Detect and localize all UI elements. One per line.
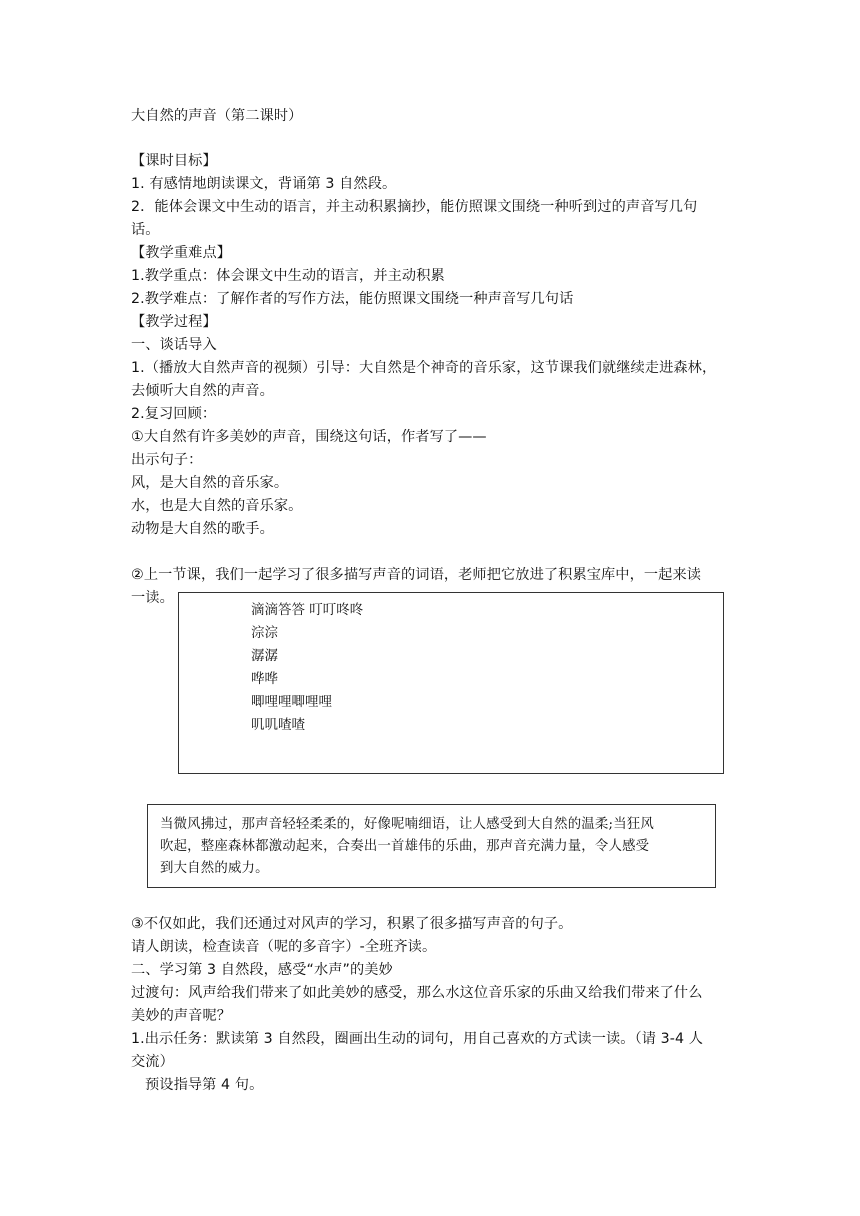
key-point-2: 2.教学难点：了解作者的写作方法，能仿照课文围绕一种声音写几句话 — [131, 291, 574, 307]
wind-sentence-box — [147, 804, 716, 888]
review-1: ①大自然有许多美妙的声音，围绕这句话，作者写了—— — [131, 429, 487, 445]
review-2-line-1: ②上一节课，我们一起学习了很多描写声音的词语，老师把它放进了积累宝库中，一起来读 — [131, 567, 702, 583]
word-row-1: 滴滴答答 叮叮咚咚 — [251, 602, 364, 618]
sentence-animals: 动物是大自然的歌手。 — [131, 521, 274, 537]
key-point-1: 1.教学重点：体会课文中生动的语言，并主动积累 — [131, 268, 445, 284]
wind-sentence-line-2: 吹起，整座森林都激动起来，合奏出一首雄伟的乐曲，那声音充满力量，令人感受 — [160, 839, 650, 854]
wind-sentence-line-1: 当微风拂过，那声音轻轻柔柔的，好像呢喃细语，让人感受到大自然的温柔;当狂风 — [160, 817, 654, 832]
document-title: 大自然的声音（第二课时） — [131, 108, 303, 124]
read-aloud: 请人朗读，检查读音（呢的多音字）-全班齐读。 — [131, 939, 437, 955]
task-line-1: 1.出示任务：默读第 3 自然段，圈画出生动的词句，用自己喜欢的方式读一读。（请 3-4 人 — [131, 1031, 704, 1047]
transition-line-2: 美妙的声音呢？ — [131, 1008, 232, 1024]
task-line-2: 交流） — [131, 1054, 174, 1070]
process-heading: 【教学过程】 — [131, 314, 217, 330]
review-2-line-2: 一读。 — [131, 590, 174, 606]
word-row-2: 淙淙 — [251, 625, 278, 641]
section-1-heading: 一、谈话导入 — [131, 337, 217, 353]
objective-2-line-2: 话。 — [131, 222, 160, 238]
objectives-heading: 【课时目标】 — [131, 153, 217, 169]
section-2-heading: 二、学习第 3 自然段，感受“水声”的美妙 — [131, 962, 393, 978]
word-row-3: 潺潺 — [251, 648, 278, 664]
transition-line-1: 过渡句：风声给我们带来了如此美妙的感受，那么水这位音乐家的乐曲又给我们带来了什么 — [131, 985, 703, 1001]
objective-2-line-1: 2．能体会课文中生动的语言，并主动积累摘抄，能仿照课文围绕一种听到过的声音写几句 — [131, 199, 698, 215]
word-row-5: 唧哩哩唧哩哩 — [251, 694, 332, 710]
step-2: 2.复习回顾： — [131, 406, 217, 422]
review-3: ③不仅如此，我们还通过对风声的学习，积累了很多描写声音的句子。 — [131, 916, 573, 932]
step-1-line-1: 1.（播放大自然声音的视频）引导：大自然是个神奇的音乐家，这节课我们就继续走进森林， — [131, 360, 717, 376]
sentence-wind: 风，是大自然的音乐家。 — [131, 475, 289, 491]
word-row-6: 叽叽喳喳 — [251, 717, 305, 733]
objective-1: 1. 有感情地朗读课文，背诵第 3 自然段。 — [131, 176, 397, 192]
wind-sentence-line-3: 到大自然的威力。 — [160, 861, 269, 876]
show-sentences: 出示句子： — [131, 452, 203, 468]
word-bank-box — [178, 592, 724, 774]
key-points-heading: 【教学重难点】 — [131, 245, 232, 261]
sentence-water: 水，也是大自然的音乐家。 — [131, 498, 303, 514]
step-1-line-2: 去倾听大自然的声音。 — [131, 383, 274, 399]
guide-note: 预设指导第 4 句。 — [145, 1077, 264, 1093]
word-row-4: 哗哗 — [251, 671, 278, 687]
